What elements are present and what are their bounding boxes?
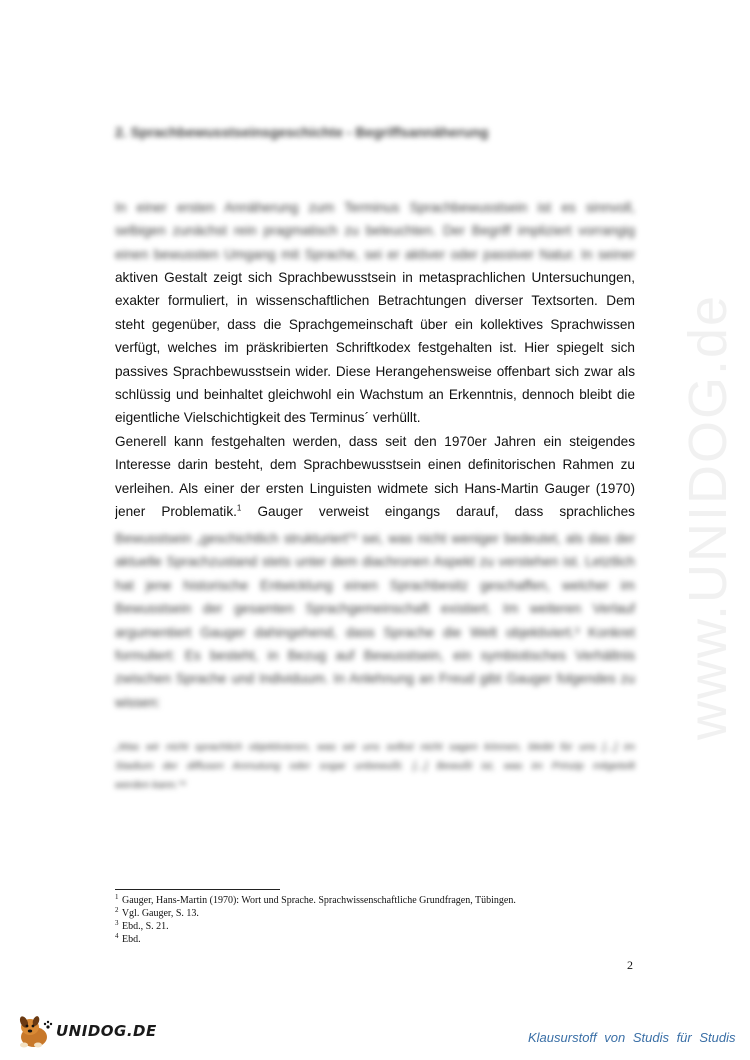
section-heading: 2. Sprachbewusstseinsgeschichte - Begriffsannäherung (115, 124, 489, 140)
text-line: steht gegenüber, dass die Sprachgemeinschaft über ein kollektives Sprachwissen (115, 316, 635, 332)
text-line: Bewusstsein „geschichtlich strukturiert“² sei, was nicht weniger bedeutet, als das der (115, 531, 635, 546)
paragraph-2-blurred (115, 527, 635, 714)
text-line: Bewusstsein der gesamten Sprachgemeinschaft existiert. Im weiteren Verlauf (115, 601, 635, 617)
tagline: Klausurstoff von Studis für Studis (528, 1030, 736, 1045)
logo-text: UNIDOG.DE (56, 1022, 157, 1040)
text-line: verleihen. Als einer der ersten Linguisten widmete sich Hans-Martin Gauger (1970) (115, 480, 635, 496)
footnote (115, 894, 516, 907)
watermark: www.UNIDOG.de (678, 293, 738, 740)
footnote-text: Ebd. (122, 934, 141, 945)
footnote (115, 933, 516, 946)
text-line: hat jene historische Entwicklung einen Sprachbesitz geschaffen, welcher im (115, 577, 635, 593)
paragraph-1-blurred (115, 196, 635, 266)
page-number: 2 (627, 958, 633, 972)
text-line-with-footnote (115, 500, 635, 523)
text-line: eigentliche Vielschichtigkeit des Terminus´ verhüllt. (115, 410, 421, 426)
quote-line: „Was wir nicht sprachlich objektivieren, was wir uns selbst nicht sagen können, bleibt für uns [...] im (115, 741, 635, 753)
footnotes (115, 894, 516, 946)
dog-mascot-icon (14, 1013, 54, 1049)
text-line: In einer ersten Annäherung zum Terminus Sprachbewusstsein ist es sinnvoll, (115, 200, 635, 215)
footnote (115, 920, 516, 933)
quote-line: werden kann.“⁴ (115, 779, 187, 791)
text-line: Generell kann festgehalten werden, dass seit den 1970er Jahren ein steigendes (115, 433, 635, 449)
text-fragment: Gauger verweist eingangs darauf, dass sprachliches (241, 504, 635, 520)
text-line: zwischen Sprache und Individuum. In Anlehnung an Freud gibt Gauger folgendes zu (115, 671, 635, 687)
footnote-number: 4 (115, 931, 119, 940)
text-line: einen bewussten Umgang mit Sprache, sei er aktiver oder passiver Natur. In seiner (115, 246, 635, 262)
footnote-number: 3 (115, 918, 119, 927)
text-line: selbigen zunächst rein pragmatisch zu beleuchten. Der Begriff impliziert vorrangig (115, 223, 635, 239)
footnote-divider (115, 889, 280, 890)
text-line: Interesse darin besteht, dem Sprachbewusstsein einen definitorischen Rahmen zu (115, 457, 635, 473)
block-quote (115, 738, 635, 795)
text-line: aktuelle Sprachzustand stets unter dem diachronen Aspekt zu verstehen ist. Letztlich (115, 554, 635, 570)
footnote (115, 907, 516, 920)
text-line: formuliert: Es besteht, in Bezug auf Bewusstsein, ein symbiotisches Verhältnis (115, 648, 635, 664)
quote-line: Stadium der diffusen Anmutung oder sogar unbewußt. [...] Bewußt ist, was im Prinzip mitgeteilt (115, 760, 635, 772)
footnote-number: 2 (115, 905, 119, 914)
text-line: passives Sprachbewusstsein wider. Diese Herangehensweise offenbart sich zwar als (115, 363, 635, 379)
text-line: schlüssig und beinhaltet gleichwohl ein Wachstum an Erkenntnis, dennoch bleibt die (115, 387, 635, 403)
footnote-number: 1 (115, 892, 119, 901)
text-fragment: jener Problematik. (115, 504, 237, 520)
text-line: argumentiert Gauger dahingehend, dass Sprache die Welt objektiviert.³ Konkret (115, 624, 635, 640)
footnote-ref: 1 (236, 503, 242, 513)
paragraph-1-visible (115, 266, 635, 523)
footnote-text: Ebd., S. 21. (122, 921, 169, 932)
footnote-text: Gauger, Hans-Martin (1970): Wort und Sprache. Sprachwissenschaftliche Grundfragen, Tübingen. (122, 895, 516, 906)
text-line: exakter formuliert, in wissenschaftlichen Betrachtungen diverser Textsorten. Dem (115, 293, 635, 309)
text-line: aktiven Gestalt zeigt sich Sprachbewusstsein in metasprachlichen Untersuchungen, (115, 270, 635, 285)
footnote-text: Vgl. Gauger, S. 13. (121, 908, 199, 919)
unidog-logo[interactable] (14, 1013, 157, 1049)
text-line: wissen: (115, 694, 161, 710)
text-line: verfügt, welches im präskribierten Schriftkodex festgehalten ist. Hier spiegelt sich (115, 340, 635, 356)
